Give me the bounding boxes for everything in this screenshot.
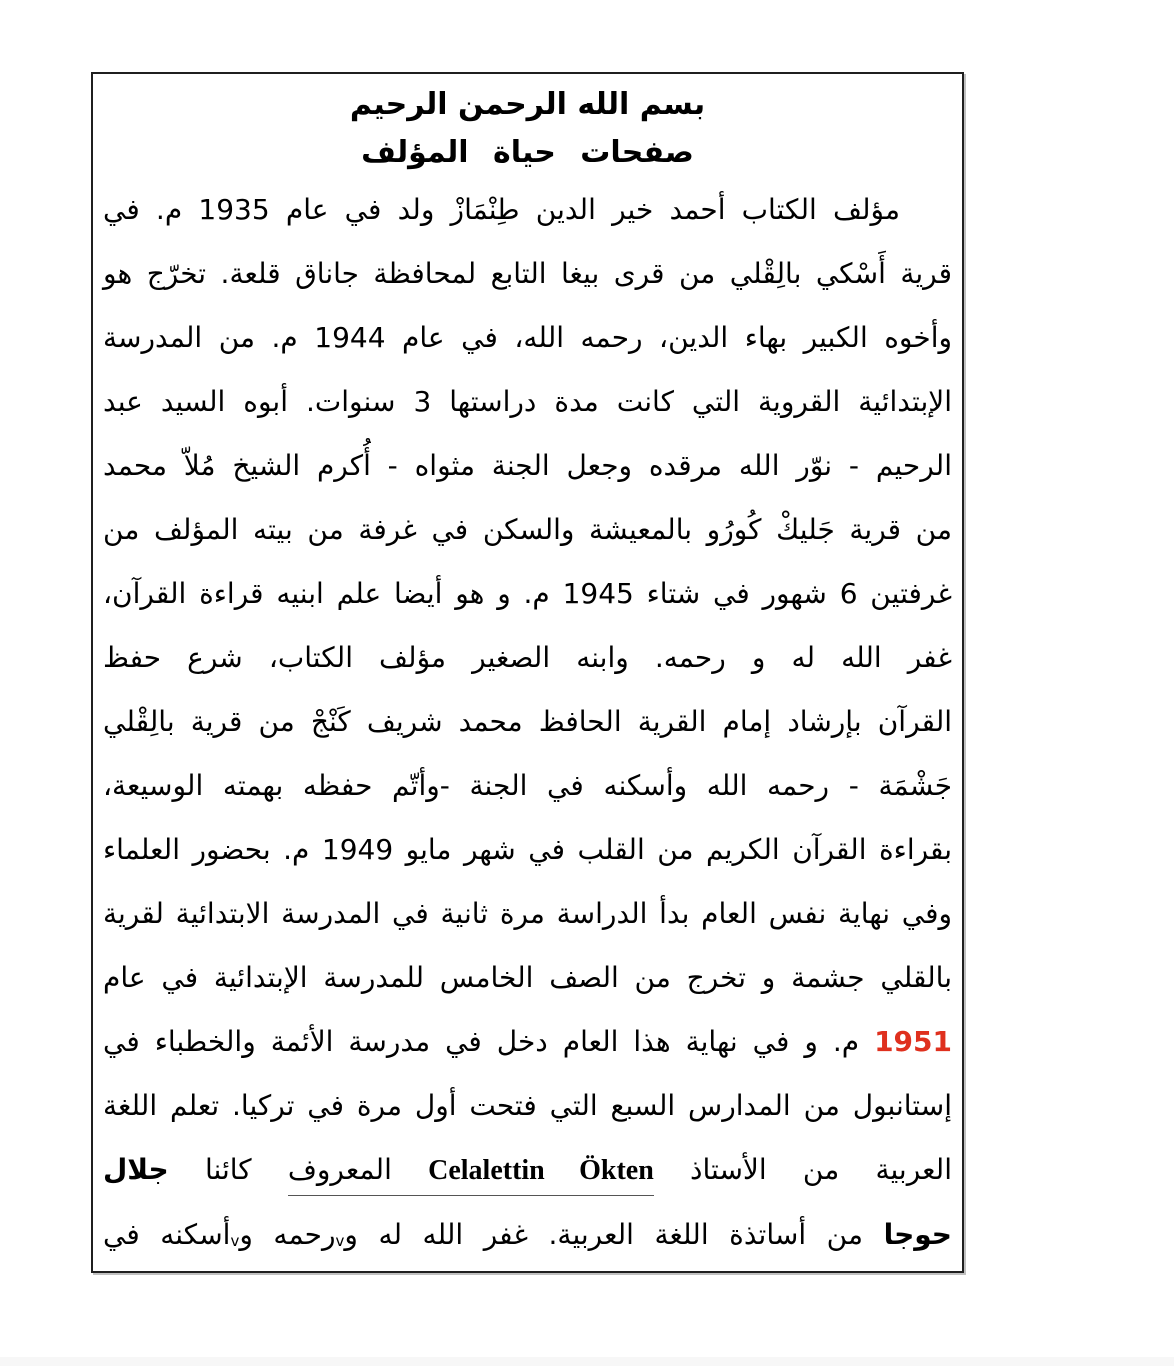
text-line-17-seg2: رحمه و [239,1218,336,1251]
text-line-14 [103,1010,952,1074]
name-hoca-bold: حوجا [883,1218,952,1251]
text-frame [91,72,964,1273]
page-title: صفحات حياة المؤلف [361,135,694,170]
year-1951-highlight: 1951 [874,1025,952,1058]
bottom-edge-strip [0,1357,1174,1366]
text-line-1: مؤلف الكتاب أحمد خير الدين طِنْمَازْ ولد في عام 1935 م. في [103,193,900,226]
text-line-16 [103,1138,952,1203]
text-line-10: جَشْمَة - رحمه الله وأسكنه في الجنة -وأتّم حفظه بهمته الوسيعة، [103,769,952,802]
text-line-17-seg1: من أساتذة اللغة العربية. غفر الله له و [344,1218,884,1251]
text-line-7: غرفتين 6 شهور في شتاء 1945 م. و هو أيضا علم ابنيه قراءة القرآن، [103,577,952,610]
stray-v-glyph: v [335,1232,345,1250]
name-celal-bold: جلال [103,1153,169,1186]
teacher-name-arabic-label: المعروف [287,1153,429,1186]
text-line-17 [103,1203,952,1267]
text-line-2: قرية أَسْكي بالِقْلي من قرى بيغا التابع لمحافظة جاناق قلعة. تخرّج هو [103,257,952,290]
text-line-12: وفي نهاية نفس العام بدأ الدراسة مرة ثانية في المدرسة الابتدائية لقرية [103,897,952,930]
text-line-16-lead: العربية من الأستاذ [653,1153,952,1186]
text-line-4: الإبتدائية القروية التي كانت مدة دراستها 3 سنوات. أبوه السيد عبد [103,385,952,418]
text-line-16-middle: كائنا [168,1153,288,1186]
text-line-8: غفر الله له و رحمه. وابنه الصغير مؤلف الكتاب، شرع حفظ [103,641,952,674]
text-line-11: بقراءة القرآن الكريم من القلب في شهر مايو 1949 م. بحضور العلماء [103,833,952,866]
text-line-9: القرآن بإرشاد إمام القرية الحافظ محمد شريف كَنْجْ من قرية بالِقْلي [103,705,952,738]
stray-v-glyph: v [230,1232,240,1250]
teacher-name-latin: Celalettin Ökten [428,1155,654,1186]
basmala-heading: بسم الله الرحمن الرحيم [349,87,706,122]
text-line-3: وأخوه الكبير بهاء الدين، رحمه الله، في عام 1944 م. من المدرسة [103,321,952,354]
text-line-15: إستانبول من المدارس السبع التي فتحت أول مرة في تركيا. تعلم اللغة [103,1089,952,1122]
text-line-13: بالقلي جشمة و تخرج من الصف الخامس للمدرسة الإبتدائية في عام [103,961,952,994]
text-line-14-rest: م. و في نهاية هذا العام دخل في مدرسة الأئمة والخطباء في [103,1025,875,1058]
text-line-17-seg3: أسكنه في [103,1218,231,1251]
text-line-5: الرحيم - نوّر الله مرقده وجعل الجنة مثواه - أُكرم الشيخ مُلاّ محمد [103,449,952,482]
text-line-6: من قرية جَليكْ كُورُو بالمعيشة والسكن في غرفة من بيته المؤلف من [103,513,952,546]
underlined-teacher-name [288,1153,654,1196]
